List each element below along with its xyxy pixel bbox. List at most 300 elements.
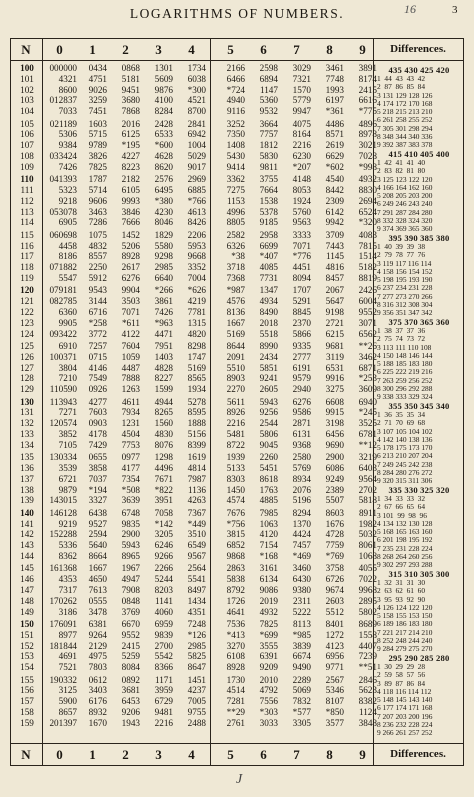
- log-cell: 3119: [325, 351, 344, 362]
- log-cell: 3186: [58, 606, 77, 617]
- row-number: 102: [20, 84, 34, 95]
- log-cell: 8227: [154, 373, 173, 384]
- log-cell: 2605: [259, 384, 278, 395]
- difference-row: 6 237 234 231 228: [377, 283, 433, 293]
- header-digit-1: 1: [89, 42, 96, 57]
- log-cell: 8399: [187, 439, 206, 450]
- row-number: 110: [20, 174, 34, 185]
- table-row: [11, 317, 377, 329]
- difference-row: 7 305 301 298 294: [377, 123, 433, 133]
- logarithm-table: [10, 38, 464, 766]
- difference-row: 6 201 198 195 192: [377, 535, 433, 545]
- log-cell: 1004: [187, 140, 206, 151]
- row-number: 148: [20, 595, 34, 606]
- log-cell: 7248: [187, 619, 206, 629]
- log-cell: 4885: [259, 495, 278, 506]
- log-cell: 9905: [58, 317, 77, 328]
- log-cell: 9789: [88, 140, 107, 151]
- row-number: 109: [20, 161, 34, 172]
- log-cell: 7987: [187, 473, 206, 484]
- log-cell: 130334: [49, 452, 77, 463]
- table-row: [11, 140, 377, 151]
- log-cell: 7815: [358, 240, 377, 251]
- log-cell: 2700: [154, 640, 173, 651]
- table-row: [11, 240, 377, 252]
- log-cell: 3021: [358, 140, 377, 151]
- log-cell: 2900: [325, 452, 344, 463]
- log-cell: 5346: [325, 685, 344, 696]
- log-cell: 8366: [154, 662, 173, 673]
- table-row: [11, 540, 377, 551]
- log-cell: 7321: [292, 73, 311, 84]
- row-number: 104: [20, 106, 34, 117]
- log-cell: *769: [325, 551, 344, 561]
- log-cell: 152288: [49, 529, 77, 540]
- log-cell: 5378: [259, 206, 278, 217]
- difference-row: 1 34 33 33 32: [377, 494, 426, 503]
- log-cell: 5518: [259, 328, 278, 339]
- log-cell: 4100: [154, 95, 173, 106]
- difference-row: 9 356 351 347 342: [377, 308, 433, 318]
- log-cell: 7281: [226, 696, 245, 707]
- difference-row: 7 263 259 256 252: [377, 375, 433, 385]
- difference-head: 435 430 425 420: [388, 65, 450, 75]
- log-cell: 5818: [358, 495, 377, 506]
- log-cell: 5547: [58, 273, 77, 283]
- row-number: 157: [20, 696, 34, 707]
- log-cell: 2309: [325, 195, 344, 206]
- log-cell: 5611: [226, 396, 245, 407]
- difference-row: 8 284 280 276 272: [377, 468, 433, 478]
- row-number: 156: [20, 685, 34, 696]
- log-cell: 161368: [49, 563, 77, 574]
- row-number: 117: [20, 251, 34, 262]
- log-cell: 1667: [226, 317, 245, 328]
- log-cell: **26: [358, 341, 377, 351]
- table-header-top: [11, 39, 463, 61]
- log-cell: 5430: [226, 151, 245, 161]
- log-cell: 4650: [88, 574, 107, 585]
- log-cell: 7257: [88, 341, 107, 351]
- log-cell: 9879: [58, 484, 77, 495]
- log-cell: 9993: [121, 195, 140, 206]
- log-cell: *38: [231, 251, 245, 262]
- log-cell: 1730: [226, 674, 245, 685]
- log-cell: 9839: [154, 629, 173, 640]
- log-cell: *987: [226, 285, 245, 296]
- log-cell: *413: [226, 629, 245, 640]
- table-row: [11, 574, 377, 585]
- header-digit-0: 0: [56, 42, 63, 57]
- table-row: [11, 495, 377, 506]
- log-cell: 3758: [325, 563, 344, 574]
- log-cell: 9206: [121, 707, 140, 717]
- log-cell: 033424: [49, 151, 77, 161]
- log-cell: 6131: [292, 429, 311, 439]
- log-cell: 9563: [292, 217, 311, 228]
- log-cell: 0848: [121, 595, 140, 606]
- log-cell: 6456: [325, 429, 344, 439]
- table-row: [11, 285, 377, 296]
- row-number: 113: [20, 206, 34, 217]
- log-cell: 4816: [325, 262, 344, 273]
- log-cell: 7429: [88, 439, 107, 450]
- log-cell: 8990: [259, 341, 278, 351]
- log-cell: 2958: [259, 229, 278, 240]
- log-cell: 5769: [292, 463, 311, 473]
- difference-row: 4 174 172 170 168: [377, 98, 433, 108]
- log-cell: 7556: [259, 696, 278, 707]
- log-cell: 8265: [154, 407, 173, 418]
- log-cell: 8830: [358, 185, 377, 195]
- log-cell: *195: [121, 140, 140, 151]
- log-cell: 1558: [358, 629, 377, 640]
- row-number: 123: [20, 317, 34, 328]
- log-cell: 1408: [226, 140, 245, 151]
- log-cell: 4227: [121, 151, 140, 161]
- log-cell: 6381: [88, 619, 107, 629]
- log-cell: *775: [358, 106, 377, 117]
- table-row: [11, 373, 377, 384]
- log-cell: 6748: [121, 507, 140, 518]
- log-cell: 3769: [121, 606, 140, 617]
- difference-row: 6 249 246 243 240: [377, 199, 433, 209]
- page-title: LOGARITHMS OF NUMBERS.: [129, 6, 345, 21]
- difference-head: 355 350 345 340: [388, 401, 450, 411]
- log-cell: 6549: [187, 540, 206, 551]
- log-cell: 100371: [49, 351, 77, 362]
- log-cell: 9209: [259, 662, 278, 673]
- log-cell: 3161: [259, 563, 278, 574]
- log-cell: 5133: [226, 463, 245, 473]
- log-cell: 5953: [187, 240, 206, 251]
- log-cell: 9668: [187, 251, 206, 262]
- log-cell: 4178: [88, 429, 107, 439]
- log-cell: 5714: [88, 185, 107, 195]
- log-cell: 5182: [358, 262, 377, 273]
- log-cell: 6004: [358, 296, 377, 307]
- log-cell: 8664: [88, 551, 107, 561]
- log-cell: 9876: [154, 84, 173, 95]
- log-cell: 4514: [226, 685, 245, 696]
- log-cell: 071882: [49, 262, 77, 273]
- row-number: 108: [20, 151, 34, 161]
- difference-head: 295 290 285 280: [388, 653, 450, 663]
- table-row: [11, 685, 377, 696]
- log-cell: 6674: [292, 651, 311, 662]
- log-cell: 053078: [49, 206, 77, 217]
- log-cell: 110590: [49, 384, 77, 395]
- log-cell: 5451: [259, 463, 278, 473]
- table-row: [11, 206, 377, 218]
- log-cell: 4832: [88, 240, 107, 251]
- log-cell: 2603: [325, 595, 344, 606]
- log-cell: 3858: [88, 463, 107, 473]
- log-cell: 4934: [259, 296, 278, 307]
- log-cell: 7803: [88, 662, 107, 673]
- log-cell: 6959: [154, 619, 173, 629]
- table-row: [11, 452, 377, 463]
- log-cell: 8053: [292, 185, 311, 195]
- log-cell: 1450: [226, 484, 245, 495]
- difference-row: 7 249 245 242 238: [377, 459, 433, 469]
- table-row: [11, 95, 377, 106]
- log-cell: *508: [121, 484, 140, 495]
- log-cell: 1347: [259, 285, 278, 296]
- log-cell: 4146: [88, 362, 107, 373]
- header-differences-label: Differences.: [390, 43, 446, 55]
- log-cell: 3029: [292, 63, 311, 73]
- log-cell: 2594: [88, 529, 107, 540]
- difference-block: [373, 65, 465, 150]
- log-cell: 7613: [88, 585, 107, 595]
- log-cell: 4353: [58, 574, 77, 585]
- log-cell: 8174: [358, 73, 377, 84]
- row-number: 128: [20, 373, 34, 384]
- log-cell: 4123: [325, 640, 344, 651]
- log-cell: 2721: [325, 317, 344, 328]
- log-cell: 8442: [325, 185, 344, 195]
- log-cell: 6726: [325, 574, 344, 585]
- log-cell: 3270: [226, 640, 245, 651]
- log-cell: 8557: [88, 251, 107, 262]
- log-cell: 5912: [88, 273, 107, 283]
- table-row: [11, 84, 377, 96]
- log-cell: 4896: [358, 118, 377, 129]
- log-cell: 9335: [292, 341, 311, 351]
- log-cell: 3144: [88, 296, 107, 307]
- row-number: 153: [20, 651, 34, 662]
- log-cell: 2389: [325, 484, 344, 495]
- difference-row: 7 277 273 270 266: [377, 291, 433, 301]
- log-cell: 3462: [358, 351, 377, 362]
- difference-row: 7 235 231 228 224: [377, 543, 433, 553]
- log-cell: 8805: [226, 217, 245, 228]
- row-number: 121: [20, 296, 34, 307]
- table-row: [11, 473, 377, 485]
- log-cell: 8618: [259, 473, 278, 484]
- log-cell: 1939: [226, 452, 245, 463]
- difference-row: 9 266 261 257 252: [377, 728, 433, 738]
- log-cell: 7350: [226, 129, 245, 140]
- log-cell: 201397: [49, 717, 77, 728]
- log-cell: 8600: [58, 84, 77, 95]
- log-cell: 1993: [325, 84, 344, 95]
- log-cell: 6910: [58, 341, 77, 351]
- difference-row: 3 95 93 92 90: [377, 594, 426, 604]
- log-cell: 3891: [358, 63, 377, 73]
- log-cell: 1075: [88, 229, 107, 240]
- log-cell: 0926: [88, 384, 107, 395]
- table-row: [11, 696, 377, 707]
- log-cell: 7317: [58, 585, 77, 595]
- table-row: [11, 195, 377, 207]
- log-cell: 6608: [325, 396, 344, 407]
- log-cell: 2895: [358, 595, 377, 606]
- log-cell: 4728: [325, 529, 344, 540]
- table-row: [11, 185, 377, 196]
- log-cell: 113943: [49, 396, 77, 407]
- footer-header-digit-8: 8: [326, 747, 333, 762]
- log-cell: 7457: [292, 540, 311, 551]
- log-cell: 7028: [358, 151, 377, 161]
- log-cell: 4496: [154, 463, 173, 473]
- difference-row: 2 67 66 65 64: [377, 502, 426, 512]
- log-cell: 9298: [154, 251, 173, 262]
- log-cell: 8186: [58, 251, 77, 262]
- log-cell: 1370: [292, 518, 311, 529]
- difference-row: 9 338 333 329 324: [377, 392, 433, 402]
- log-cell: 9241: [259, 373, 278, 384]
- log-cell: 6940: [358, 396, 377, 407]
- log-cell: 8490: [259, 307, 278, 317]
- difference-row: 9 320 315 311 306: [377, 476, 433, 486]
- log-cell: 7286: [88, 217, 107, 228]
- log-cell: 9904: [121, 285, 140, 296]
- log-cell: 2841: [187, 118, 206, 129]
- log-cell: 4628: [154, 151, 173, 161]
- log-cell: 8911: [358, 507, 377, 518]
- log-cell: 4641: [226, 606, 245, 617]
- table-row: [11, 129, 377, 140]
- log-cell: 6894: [259, 73, 278, 84]
- log-cell: **12: [358, 439, 377, 450]
- log-cell: 6360: [58, 307, 77, 317]
- log-cell: *168: [259, 551, 278, 561]
- log-cell: 6326: [226, 240, 245, 251]
- log-cell: 9586: [292, 407, 311, 418]
- log-cell: 8164: [292, 129, 311, 140]
- difference-row: 5 218 215 213 210: [377, 107, 433, 117]
- log-cell: 9947: [292, 106, 311, 117]
- log-cell: 7604: [121, 341, 140, 351]
- log-cell: 9915: [325, 407, 344, 418]
- log-cell: 3460: [292, 563, 311, 574]
- difference-row: 2 83 82 81 80: [377, 166, 426, 176]
- log-cell: 2250: [88, 262, 107, 273]
- table-row: [11, 118, 377, 130]
- log-cell: 4486: [325, 118, 344, 129]
- table-row: [11, 229, 377, 241]
- log-cell: 2067: [325, 285, 344, 296]
- difference-row: 2 71 70 69 68: [377, 418, 426, 428]
- log-cell: 3539: [58, 463, 77, 473]
- row-number: 147: [20, 585, 34, 595]
- page-number: 3: [452, 4, 458, 16]
- log-cell: 3639: [121, 495, 140, 506]
- log-cell: 4321: [58, 73, 77, 84]
- log-cell: 4820: [187, 328, 206, 339]
- log-cell: 2617: [121, 262, 140, 273]
- log-cell: 4263: [187, 495, 206, 506]
- log-cell: 6086: [325, 463, 344, 473]
- log-cell: 4407: [358, 640, 377, 651]
- table-row: [11, 439, 377, 451]
- difference-row: 8 236 232 228 224: [377, 720, 433, 730]
- log-cell: 2846: [358, 674, 377, 685]
- log-cell: 6038: [187, 73, 206, 84]
- log-cell: 8978: [358, 129, 377, 140]
- log-cell: 5481: [226, 429, 245, 439]
- log-cell: 2702: [358, 484, 377, 495]
- log-cell: 3198: [325, 418, 344, 429]
- log-cell: 7603: [88, 407, 107, 418]
- log-cell: 8644: [226, 341, 245, 351]
- table-row: [11, 651, 377, 662]
- log-cell: 6197: [325, 95, 344, 106]
- difference-head: 395 390 385 380: [388, 233, 450, 243]
- row-number: 115: [20, 229, 34, 240]
- difference-row: 5 208 205 203 200: [377, 191, 433, 201]
- log-cell: 9552: [358, 307, 377, 317]
- log-cell: *303: [259, 707, 278, 717]
- log-cell: 1124: [358, 707, 377, 717]
- log-cell: 3275: [325, 384, 344, 395]
- log-cell: 2564: [187, 563, 206, 574]
- log-cell: 3525: [358, 418, 377, 429]
- difference-row: 4 150 148 146 144: [377, 350, 433, 360]
- log-cell: 3577: [325, 717, 344, 728]
- table-row: [11, 507, 377, 519]
- log-cell: 0715: [88, 351, 107, 362]
- log-cell: 4751: [88, 73, 107, 84]
- log-cell: 9543: [88, 285, 107, 296]
- difference-row: 3 107 105 104 102: [377, 426, 433, 436]
- log-cell: 2619: [325, 140, 344, 151]
- log-cell: 5169: [187, 362, 206, 373]
- log-cell: 1982: [358, 518, 377, 529]
- log-cell: 3772: [88, 328, 107, 339]
- row-number: 146: [20, 574, 34, 585]
- log-cell: 4540: [325, 174, 344, 185]
- row-number: 136: [20, 463, 34, 473]
- log-cell: *577: [292, 707, 311, 717]
- log-cell: 4611: [121, 396, 140, 407]
- log-cell: 0655: [88, 452, 107, 463]
- log-cell: 7888: [121, 373, 140, 384]
- log-cell: 5156: [187, 429, 206, 439]
- log-cell: 3815: [226, 529, 245, 540]
- log-cell: 6524: [358, 206, 377, 217]
- log-cell: 7549: [88, 373, 107, 384]
- log-cell: *822: [154, 484, 173, 495]
- log-cell: 7071: [292, 240, 311, 251]
- log-cell: 5715: [88, 129, 107, 140]
- log-cell: 6134: [259, 574, 278, 585]
- log-cell: 1560: [154, 418, 173, 429]
- table-row: [11, 217, 377, 228]
- difference-row: 8 348 344 340 336: [377, 132, 433, 142]
- log-cell: 4424: [292, 529, 311, 540]
- log-cell: 5623: [358, 685, 377, 696]
- log-cell: 4932: [259, 606, 278, 617]
- log-cell: 2370: [292, 317, 311, 328]
- log-cell: 3718: [226, 262, 245, 273]
- table-row: [11, 429, 377, 440]
- log-cell: 6391: [259, 651, 278, 662]
- log-cell: 9532: [259, 106, 278, 117]
- log-cell: 9942: [325, 217, 344, 228]
- difference-row: 2 75 74 73 72: [377, 334, 426, 344]
- log-cell: 1667: [88, 563, 107, 574]
- log-cell: 4219: [187, 296, 206, 307]
- log-cell: 176091: [49, 619, 77, 629]
- row-number: 124: [20, 328, 34, 339]
- log-cell: 4574: [226, 495, 245, 506]
- log-cell: 2428: [154, 118, 173, 129]
- log-cell: 1434: [187, 595, 206, 606]
- row-number: 106: [20, 129, 34, 140]
